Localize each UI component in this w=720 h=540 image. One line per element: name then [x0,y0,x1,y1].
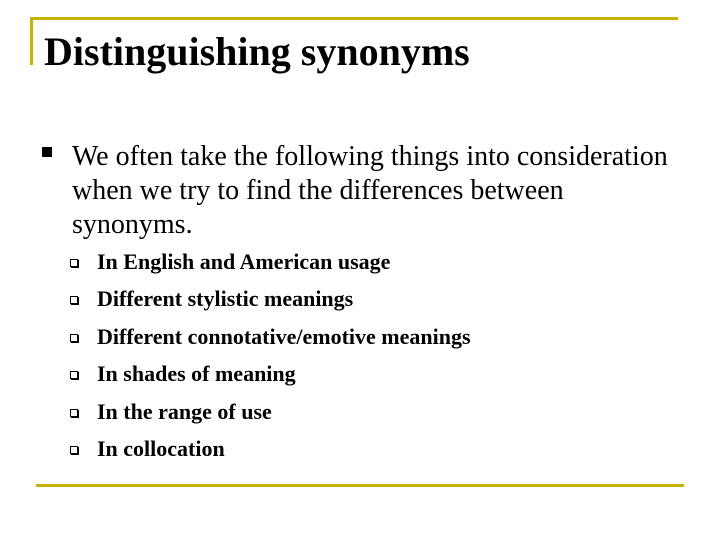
slide-title: Distinguishing synonyms [44,29,470,74]
left-border-line [30,17,33,65]
hollow-square-bullet-icon [70,334,78,342]
hollow-square-bullet-icon [70,296,78,304]
sub-bullet-text: In English and American usage [97,249,391,274]
square-bullet-icon [42,147,52,157]
sub-bullet-text: In shades of meaning [97,361,296,387]
bottom-border-line [36,484,684,487]
top-border-line [30,17,678,20]
hollow-square-bullet-icon [70,371,78,379]
hollow-square-bullet-icon [70,409,78,417]
hollow-square-bullet-icon [70,446,78,454]
sub-bullet-text: Different connotative/emotive meanings [97,323,471,349]
sub-bullet-text: In collocation [97,435,225,461]
main-bullet-text: We often take the following things into consideration when we try to find the differences between synonyms. [72,141,668,240]
sub-bullet-text: In the range of use [97,398,272,424]
hollow-square-bullet-icon [70,259,78,267]
sub-bullet-text: Different stylistic meanings [97,286,354,312]
